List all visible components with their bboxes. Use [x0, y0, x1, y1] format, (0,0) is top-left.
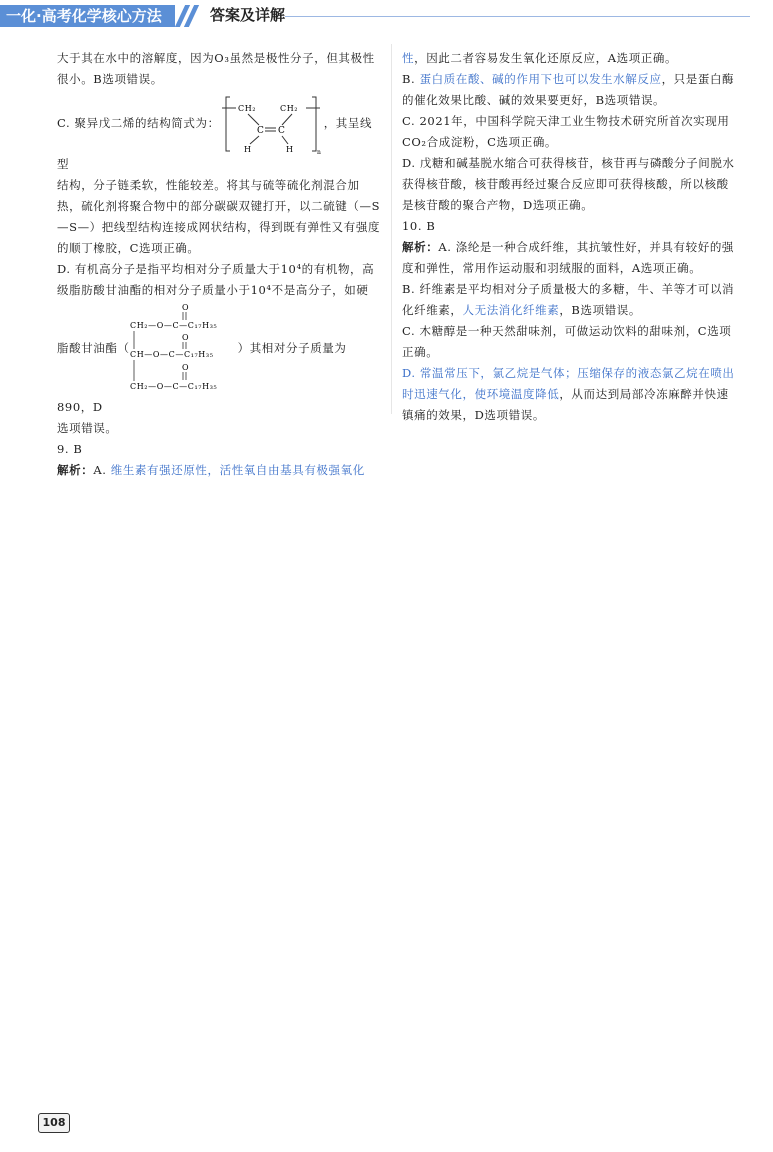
book-title: 一化·高考化学核心方法	[0, 5, 175, 27]
paragraph: 选项错误。	[57, 421, 118, 435]
question-9-answer: 9. B	[57, 442, 83, 456]
paragraph: 大于其在水中的溶解度，因为O₃虽然是极性分子，但其极性很小。B选项错误。	[57, 51, 375, 86]
paragraph-option-b: B. 纤维素是平均相对分子质量极大的多糖，牛、羊等才可以消化纤维素，人无法消化纤维素，B选项错误。	[402, 282, 735, 317]
ch2-left: CH₂	[237, 104, 256, 113]
highlighted-text: 维生素有强还原性，活性氧自由基具有极强氧化	[110, 463, 365, 477]
header-rule	[285, 16, 750, 17]
ch2-right: CH₂	[279, 104, 298, 113]
question-9-explanation: 解析：A. 维生素有强还原性，活性氧自由基具有极强氧化	[57, 463, 365, 477]
paragraph-glyceride: 脂酸甘油酯（ O CH₂—O—C—C₁₇H₃₅ O CH—O—C—C₁₇H₃₅ O CH₂—O—C—C₁₇H₃₅ ）其相对分子质量为890，D	[57, 303, 347, 414]
highlighted-text: D. 常温常压下，氯乙烷是气体；压缩保存的液态氯乙烷在喷出时迅速气化，使环境温度降低	[402, 366, 735, 401]
paragraph: 结构，分子链柔软，性能较差。将其与硫等硫化剂混合加热，硫化剂将聚合物中的部分碳碳双键打开，以二硫键（—S—S—）把线型结构连接成网状结构，得到既有弹性又有强度的顺丁橡胶，C选项正确。	[57, 178, 381, 255]
question-10-explanation: 解析：A. 涤纶是一种合成纤维，其抗皱性好，并具有较好的强度和弹性，常用作运动服和羽绒服的面料，A选项正确。	[402, 240, 735, 275]
paragraph: 性，因此二者容易发生氧化还原反应，A选项正确。	[402, 51, 678, 65]
svg-text:C: C	[256, 126, 265, 136]
page-header	[0, 0, 773, 30]
svg-text:CH₂—O—C—C₁₇H₃₅: CH₂—O—C—C₁₇H₃₅	[129, 321, 217, 330]
svg-text:O: O	[181, 333, 189, 342]
highlighted-text: 人无法消化纤维素	[462, 303, 560, 317]
glyceryl-tristearate-structure	[130, 301, 238, 397]
page-number: 108	[38, 1113, 70, 1133]
svg-text:H: H	[285, 145, 294, 154]
column-divider	[391, 44, 392, 414]
paragraph-option-d: D. 有机高分子是指平均相对分子质量大于10⁴的有机物，高级脂肪酸甘油酯的相对分子质量小于10⁴不是高分子，如硬	[57, 262, 375, 297]
paragraph-option-d: D. 常温常压下，氯乙烷是气体；压缩保存的液态氯乙烷在喷出时迅速气化，使环境温度降低，从而达到局部冷冻麻醉并快速镇痛的效果，D选项错误。	[402, 366, 735, 422]
paragraph-option-c: C. 聚异戊二烯的结构简式为： CH₂ CH₂ C C H H n ，其呈线型	[57, 94, 382, 175]
paragraph-option-d: D. 戊糖和碱基脱水缩合可获得核苷，核苷再与磷酸分子间脱水获得核苷酸，核苷酸再经过聚合反应即可获得核酸，所以核酸是核苷酸的聚合产物，D选项正确。	[402, 156, 735, 212]
paragraph-option-b: B. 蛋白质在酸、碱的作用下也可以发生水解反应，只是蛋白酶的催化效果比酸、碱的效果要更好，B选项错误。	[402, 72, 735, 107]
section-title: 答案及详解	[210, 6, 286, 24]
question-10-answer: 10. B	[402, 219, 436, 233]
svg-text:H: H	[243, 145, 252, 154]
svg-text:CH—O—C—C₁₇H₃₅: CH—O—C—C₁₇H₃₅	[129, 350, 214, 359]
svg-text:O: O	[181, 303, 189, 312]
paragraph-option-c: C. 2021年，中国科学院天津工业生物技术研究所首次实现用CO₂合成淀粉，C选项正确。	[402, 114, 730, 149]
svg-text:O: O	[181, 363, 189, 372]
svg-text:n: n	[316, 149, 322, 154]
paragraph-option-c: C. 木糖醇是一种天然甜味剂，可做运动饮料的甜味剂，C选项正确。	[402, 324, 732, 359]
highlighted-text: 蛋白质在酸、碱的作用下也可以发生水解反应	[419, 72, 662, 86]
svg-text:C: C	[277, 126, 286, 136]
polyisoprene-structure	[222, 94, 322, 154]
right-column	[402, 48, 737, 426]
left-column	[57, 48, 382, 481]
svg-text:CH₂—O—C—C₁₇H₃₅: CH₂—O—C—C₁₇H₃₅	[129, 382, 217, 391]
